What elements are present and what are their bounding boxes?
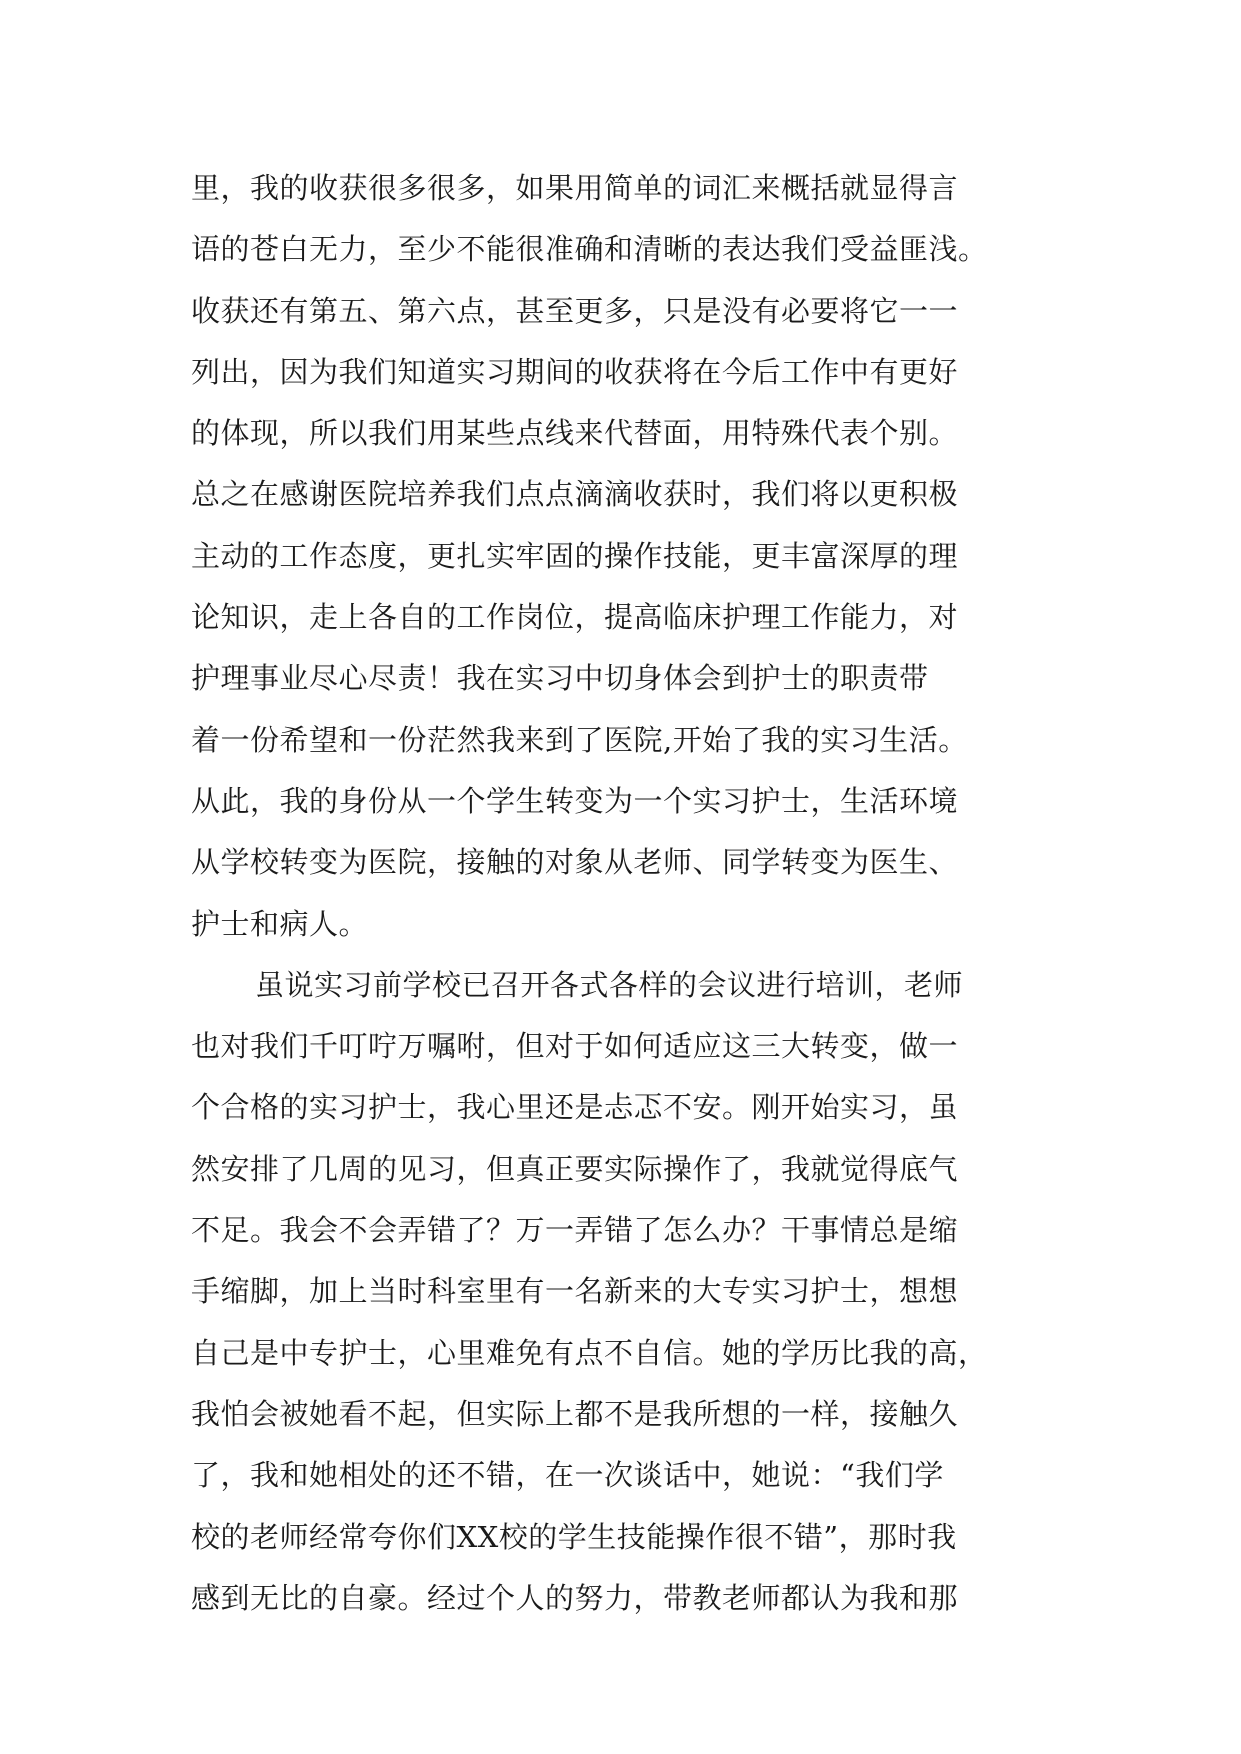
text-line: 列出，因为我们知道实习期间的收获将在今后工作中有更好 bbox=[191, 354, 959, 389]
text-line: 语的苍白无力，至少不能很准确和清晰的表达我们受益匪浅。 bbox=[191, 232, 988, 267]
text-line: 手缩脚，加上当时科室里有一名新来的大专实习护士，想想 bbox=[191, 1274, 959, 1309]
text-line: 从学校转变为医院，接触的对象从老师、同学转变为医生、 bbox=[191, 845, 959, 880]
text-line: 也对我们千叮咛万嘱咐，但对于如何适应这三大转变，做一 bbox=[191, 1029, 959, 1064]
text-line: 护士和病人。 bbox=[191, 906, 369, 941]
text-line: 收获还有第五、第六点，甚至更多，只是没有必要将它一一 bbox=[191, 293, 959, 328]
text-line: 了，我和她相处的还不错，在一次谈话中，她说：“我们学 bbox=[191, 1458, 944, 1493]
text-line: 我怕会被她看不起，但实际上都不是我所想的一样，接触久 bbox=[191, 1396, 959, 1431]
text-line: 自己是中专护士，心里难免有点不自信。她的学历比我的高， bbox=[191, 1335, 988, 1370]
body-text bbox=[191, 158, 1071, 1629]
text-line: 里，我的收获很多很多，如果用简单的词汇来概括就显得言 bbox=[191, 171, 959, 205]
text-line: 护理事业尽心尽责！我在实习中切身体会到护士的职责带 bbox=[191, 661, 929, 696]
text-line: 不足。我会不会弄错了？万一弄错了怎么办？干事情总是缩 bbox=[191, 1213, 959, 1248]
paragraph-first-line: 虽说实习前学校已召开各式各样的会议进行培训，老师 bbox=[255, 967, 964, 1002]
text-line: 校的老师经常夸你们XX校的学生技能操作很不错”，那时我 bbox=[191, 1519, 957, 1554]
text-line: 然安排了几周的见习，但真正要实际操作了，我就觉得底气 bbox=[191, 1151, 959, 1186]
text-line: 着一份希望和一份茫然我来到了医院,开始了我的实习生活。 bbox=[191, 722, 968, 757]
text-line: 从此，我的身份从一个学生转变为一个实习护士，生活环境 bbox=[191, 783, 959, 818]
text-line: 论知识，走上各自的工作岗位，提高临床护理工作能力，对 bbox=[191, 600, 959, 635]
text-line: 总之在感谢医院培养我们点点滴滴收获时，我们将以更积极 bbox=[191, 477, 959, 512]
text-line: 感到无比的自豪。经过个人的努力，带教老师都认为我和那 bbox=[191, 1580, 959, 1615]
text-line: 主动的工作态度，更扎实牢固的操作技能，更丰富深厚的理 bbox=[191, 538, 959, 573]
text-line: 的体现，所以我们用某些点线来代替面，用特殊代表个别。 bbox=[191, 416, 959, 451]
text-line: 个合格的实习护士，我心里还是忐忑不安。刚开始实习，虽 bbox=[191, 1090, 959, 1125]
